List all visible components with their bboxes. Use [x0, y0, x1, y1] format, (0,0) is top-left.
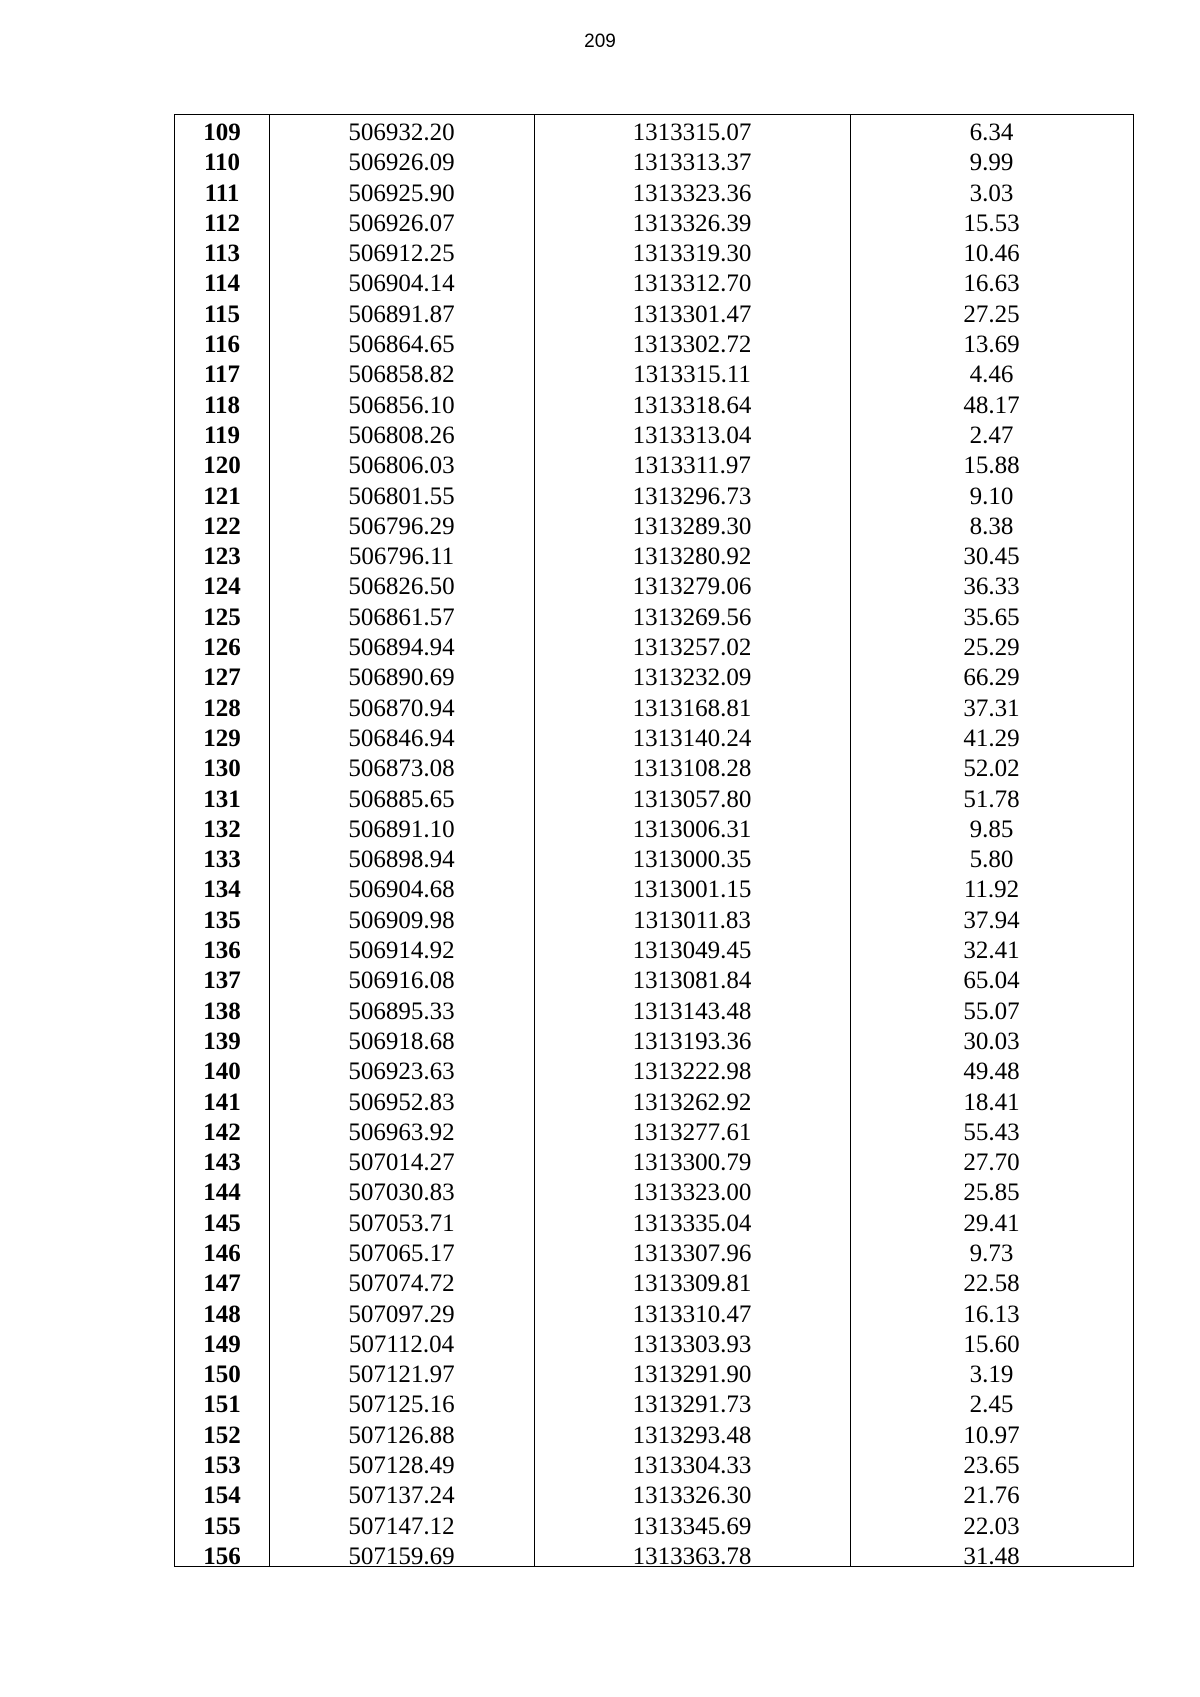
table-row — [175, 663, 1133, 693]
y-coordinate-cell: 1313313.37 — [632, 149, 752, 177]
table-row — [175, 1542, 1133, 1572]
table-row — [175, 1209, 1133, 1239]
table-row — [175, 603, 1133, 633]
distance-cell: 21.76 — [963, 1482, 1020, 1510]
point-number-cell: 114 — [203, 270, 241, 298]
table-row — [175, 391, 1133, 421]
table-row — [175, 209, 1133, 239]
table-row — [175, 1239, 1133, 1269]
x-coordinate-cell: 506801.55 — [348, 482, 455, 510]
x-coordinate-cell: 507137.24 — [348, 1482, 455, 1510]
point-number-cell: 115 — [203, 300, 241, 328]
distance-cell: 2.47 — [969, 421, 1014, 449]
table-row — [175, 1088, 1133, 1118]
table-row — [175, 1390, 1133, 1420]
table-row — [175, 1057, 1133, 1087]
x-coordinate-cell: 506909.98 — [348, 906, 455, 934]
coordinates-grid — [175, 118, 1133, 1572]
point-number-cell: 150 — [203, 1361, 241, 1389]
point-number-cell: 131 — [203, 785, 241, 813]
x-coordinate-cell: 506904.68 — [348, 876, 455, 904]
x-coordinate-cell: 506858.82 — [348, 361, 455, 389]
point-number-cell: 119 — [203, 421, 241, 449]
y-coordinate-cell: 1313108.28 — [632, 755, 752, 783]
point-number-cell: 143 — [203, 1149, 241, 1177]
distance-cell: 52.02 — [963, 755, 1020, 783]
y-coordinate-cell: 1313302.72 — [632, 331, 752, 359]
x-coordinate-cell: 506873.08 — [348, 755, 455, 783]
distance-cell: 10.97 — [963, 1421, 1020, 1449]
y-coordinate-cell: 1313323.36 — [632, 179, 752, 207]
distance-cell: 5.80 — [969, 846, 1014, 874]
y-coordinate-cell: 1313301.47 — [632, 300, 752, 328]
distance-cell: 15.60 — [963, 1330, 1020, 1358]
y-coordinate-cell: 1313363.78 — [632, 1542, 752, 1570]
point-number-cell: 134 — [203, 876, 241, 904]
distance-cell: 66.29 — [963, 664, 1020, 692]
distance-cell: 11.92 — [963, 876, 1020, 904]
y-coordinate-cell: 1313232.09 — [632, 664, 752, 692]
y-coordinate-cell: 1313326.39 — [632, 209, 752, 237]
y-coordinate-cell: 1313006.31 — [632, 815, 752, 843]
x-coordinate-cell: 506923.63 — [348, 1058, 455, 1086]
x-coordinate-cell: 506925.90 — [348, 179, 455, 207]
table-row — [175, 785, 1133, 815]
point-number-cell: 144 — [203, 1179, 241, 1207]
point-number-cell: 145 — [203, 1209, 241, 1237]
point-number-cell: 112 — [203, 209, 241, 237]
x-coordinate-cell: 507065.17 — [348, 1239, 455, 1267]
table-row — [175, 1148, 1133, 1178]
point-number-cell: 111 — [204, 179, 240, 207]
distance-cell: 22.58 — [963, 1270, 1020, 1298]
table-row — [175, 542, 1133, 572]
x-coordinate-cell: 506914.92 — [348, 937, 455, 965]
distance-cell: 27.70 — [963, 1149, 1020, 1177]
y-coordinate-cell: 1313168.81 — [632, 694, 752, 722]
y-coordinate-cell: 1313310.47 — [632, 1300, 752, 1328]
point-number-cell: 137 — [203, 967, 241, 995]
y-coordinate-cell: 1313000.35 — [632, 846, 752, 874]
point-number-cell: 156 — [203, 1542, 241, 1570]
point-number-cell: 117 — [203, 361, 241, 389]
point-number-cell: 140 — [203, 1058, 241, 1086]
distance-cell: 25.85 — [963, 1179, 1020, 1207]
table-row — [175, 906, 1133, 936]
x-coordinate-cell: 506918.68 — [348, 1027, 455, 1055]
distance-cell: 51.78 — [963, 785, 1020, 813]
y-coordinate-cell: 1313293.48 — [632, 1421, 752, 1449]
y-coordinate-cell: 1313193.36 — [632, 1027, 752, 1055]
table-row — [175, 1451, 1133, 1481]
y-coordinate-cell: 1313323.00 — [632, 1179, 752, 1207]
table-row — [175, 845, 1133, 875]
distance-cell: 15.88 — [963, 452, 1020, 480]
point-number-cell: 118 — [203, 391, 241, 419]
x-coordinate-cell: 507159.69 — [348, 1542, 455, 1570]
x-coordinate-cell: 507074.72 — [348, 1270, 455, 1298]
distance-cell: 15.53 — [963, 209, 1020, 237]
distance-cell: 48.17 — [963, 391, 1020, 419]
distance-cell: 55.43 — [963, 1118, 1020, 1146]
page-number: 209 — [584, 31, 616, 52]
y-coordinate-cell: 1313291.90 — [632, 1361, 752, 1389]
point-number-cell: 121 — [203, 482, 241, 510]
point-number-cell: 109 — [203, 119, 241, 146]
distance-cell: 3.19 — [969, 1361, 1014, 1389]
distance-cell: 16.13 — [963, 1300, 1020, 1328]
distance-cell: 16.63 — [963, 270, 1020, 298]
x-coordinate-cell: 506796.11 — [348, 543, 455, 571]
y-coordinate-cell: 1313309.81 — [632, 1270, 752, 1298]
table-row — [175, 572, 1133, 602]
point-number-cell: 135 — [203, 906, 241, 934]
distance-cell: 9.85 — [969, 815, 1014, 843]
point-number-cell: 133 — [203, 846, 241, 874]
table-row — [175, 482, 1133, 512]
x-coordinate-cell: 506916.08 — [348, 967, 455, 995]
table-row — [175, 179, 1133, 209]
y-coordinate-cell: 1313279.06 — [632, 573, 752, 601]
table-row — [175, 633, 1133, 663]
table-row — [175, 936, 1133, 966]
x-coordinate-cell: 506952.83 — [348, 1088, 455, 1116]
table-row — [175, 1178, 1133, 1208]
y-coordinate-cell: 1313307.96 — [632, 1239, 752, 1267]
x-coordinate-cell: 506912.25 — [348, 240, 455, 268]
distance-cell: 25.29 — [963, 634, 1020, 662]
x-coordinate-cell: 506870.94 — [348, 694, 455, 722]
y-coordinate-cell: 1313001.15 — [632, 876, 752, 904]
distance-cell: 49.48 — [963, 1058, 1020, 1086]
y-coordinate-cell: 1313315.07 — [632, 119, 752, 146]
table-row — [175, 1360, 1133, 1390]
distance-cell: 2.45 — [969, 1391, 1014, 1419]
x-coordinate-cell: 506856.10 — [348, 391, 455, 419]
table-row — [175, 360, 1133, 390]
table-row — [175, 997, 1133, 1027]
y-coordinate-cell: 1313335.04 — [632, 1209, 752, 1237]
distance-cell: 8.38 — [969, 512, 1014, 540]
x-coordinate-cell: 506808.26 — [348, 421, 455, 449]
y-coordinate-cell: 1313222.98 — [632, 1058, 752, 1086]
x-coordinate-cell: 506826.50 — [348, 573, 455, 601]
x-coordinate-cell: 507053.71 — [348, 1209, 455, 1237]
x-coordinate-cell: 507126.88 — [348, 1421, 455, 1449]
point-number-cell: 128 — [203, 694, 241, 722]
table-row — [175, 875, 1133, 905]
y-coordinate-cell: 1313057.80 — [632, 785, 752, 813]
table-row — [175, 148, 1133, 178]
distance-cell: 13.69 — [963, 331, 1020, 359]
distance-cell: 27.25 — [963, 300, 1020, 328]
table-row — [175, 330, 1133, 360]
y-coordinate-cell: 1313315.11 — [633, 361, 751, 389]
point-number-cell: 147 — [203, 1270, 241, 1298]
point-number-cell: 154 — [203, 1482, 241, 1510]
y-coordinate-cell: 1313081.84 — [632, 967, 752, 995]
distance-cell: 37.94 — [963, 906, 1020, 934]
y-coordinate-cell: 1313345.69 — [632, 1512, 752, 1540]
x-coordinate-cell: 506890.69 — [348, 664, 455, 692]
y-coordinate-cell: 1313140.24 — [632, 724, 752, 752]
point-number-cell: 136 — [203, 937, 241, 965]
table-row — [175, 815, 1133, 845]
point-number-cell: 123 — [203, 543, 241, 571]
table-row — [175, 1421, 1133, 1451]
x-coordinate-cell: 506864.65 — [348, 331, 455, 359]
y-coordinate-cell: 1313303.93 — [632, 1330, 752, 1358]
y-coordinate-cell: 1313011.83 — [633, 906, 751, 934]
coordinates-table — [174, 114, 1134, 1570]
x-coordinate-cell: 506806.03 — [348, 452, 455, 480]
point-number-cell: 126 — [203, 634, 241, 662]
x-coordinate-cell: 506904.14 — [348, 270, 455, 298]
table-row — [175, 269, 1133, 299]
distance-cell: 32.41 — [963, 937, 1020, 965]
x-coordinate-cell: 506926.07 — [348, 209, 455, 237]
point-number-cell: 132 — [203, 815, 241, 843]
table-body — [175, 118, 1133, 1572]
x-coordinate-cell: 506932.20 — [348, 119, 455, 146]
point-number-cell: 139 — [203, 1027, 241, 1055]
table-row — [175, 118, 1133, 148]
y-coordinate-cell: 1313257.02 — [632, 634, 752, 662]
x-coordinate-cell: 507112.04 — [348, 1330, 455, 1358]
x-coordinate-cell: 506846.94 — [348, 724, 455, 752]
x-coordinate-cell: 506898.94 — [348, 846, 455, 874]
x-coordinate-cell: 507128.49 — [348, 1452, 455, 1480]
distance-cell: 3.03 — [969, 179, 1014, 207]
x-coordinate-cell: 507030.83 — [348, 1179, 455, 1207]
point-number-cell: 148 — [203, 1300, 241, 1328]
table-row — [175, 694, 1133, 724]
point-number-cell: 120 — [203, 452, 241, 480]
distance-cell: 22.03 — [963, 1512, 1020, 1540]
y-coordinate-cell: 1313319.30 — [632, 240, 752, 268]
point-number-cell: 127 — [203, 664, 241, 692]
distance-cell: 35.65 — [963, 603, 1020, 631]
point-number-cell: 129 — [203, 724, 241, 752]
x-coordinate-cell: 506796.29 — [348, 512, 455, 540]
point-number-cell: 151 — [203, 1391, 241, 1419]
point-number-cell: 110 — [203, 149, 241, 177]
y-coordinate-cell: 1313143.48 — [632, 997, 752, 1025]
table-row — [175, 1269, 1133, 1299]
table-row — [175, 300, 1133, 330]
y-coordinate-cell: 1313280.92 — [632, 543, 752, 571]
point-number-cell: 153 — [203, 1452, 241, 1480]
point-number-cell: 141 — [203, 1088, 241, 1116]
table-row — [175, 451, 1133, 481]
x-coordinate-cell: 506963.92 — [348, 1118, 455, 1146]
table-row — [175, 1118, 1133, 1148]
x-coordinate-cell: 506894.94 — [348, 634, 455, 662]
table-row — [175, 239, 1133, 269]
table-row — [175, 966, 1133, 996]
y-coordinate-cell: 1313312.70 — [632, 270, 752, 298]
table-row — [175, 724, 1133, 754]
y-coordinate-cell: 1313318.64 — [632, 391, 752, 419]
point-number-cell: 113 — [203, 240, 241, 268]
x-coordinate-cell: 506891.10 — [348, 815, 455, 843]
distance-cell: 4.46 — [969, 361, 1014, 389]
y-coordinate-cell: 1313262.92 — [632, 1088, 752, 1116]
x-coordinate-cell: 506926.09 — [348, 149, 455, 177]
table-row — [175, 512, 1133, 542]
point-number-cell: 130 — [203, 755, 241, 783]
y-coordinate-cell: 1313326.30 — [632, 1482, 752, 1510]
y-coordinate-cell: 1313304.33 — [632, 1452, 752, 1480]
distance-cell: 36.33 — [963, 573, 1020, 601]
distance-cell: 29.41 — [963, 1209, 1020, 1237]
point-number-cell: 142 — [203, 1118, 241, 1146]
point-number-cell: 146 — [203, 1239, 241, 1267]
table-row — [175, 1300, 1133, 1330]
y-coordinate-cell: 1313277.61 — [632, 1118, 752, 1146]
distance-cell: 31.48 — [963, 1542, 1020, 1570]
distance-cell: 30.45 — [963, 543, 1020, 571]
y-coordinate-cell: 1313313.04 — [632, 421, 752, 449]
table-row — [175, 1330, 1133, 1360]
x-coordinate-cell: 506885.65 — [348, 785, 455, 813]
distance-cell: 6.34 — [969, 119, 1014, 146]
table-row — [175, 421, 1133, 451]
x-coordinate-cell: 506895.33 — [348, 997, 455, 1025]
table-row — [175, 1481, 1133, 1511]
point-number-cell: 152 — [203, 1421, 241, 1449]
distance-cell: 9.73 — [969, 1239, 1014, 1267]
y-coordinate-cell: 1313296.73 — [632, 482, 752, 510]
distance-cell: 55.07 — [963, 997, 1020, 1025]
distance-cell: 9.10 — [969, 482, 1014, 510]
y-coordinate-cell: 1313311.97 — [633, 452, 751, 480]
point-number-cell: 149 — [203, 1330, 241, 1358]
y-coordinate-cell: 1313300.79 — [632, 1149, 752, 1177]
point-number-cell: 116 — [203, 331, 241, 359]
point-number-cell: 125 — [203, 603, 241, 631]
y-coordinate-cell: 1313291.73 — [632, 1391, 752, 1419]
distance-cell: 30.03 — [963, 1027, 1020, 1055]
y-coordinate-cell: 1313269.56 — [632, 603, 752, 631]
point-number-cell: 124 — [203, 573, 241, 601]
distance-cell: 10.46 — [963, 240, 1020, 268]
distance-cell: 9.99 — [969, 149, 1014, 177]
table-row — [175, 1512, 1133, 1542]
x-coordinate-cell: 506861.57 — [348, 603, 455, 631]
table-row — [175, 1027, 1133, 1057]
table-row — [175, 754, 1133, 784]
y-coordinate-cell: 1313289.30 — [632, 512, 752, 540]
distance-cell: 37.31 — [963, 694, 1020, 722]
x-coordinate-cell: 507125.16 — [348, 1391, 455, 1419]
distance-cell: 65.04 — [963, 967, 1020, 995]
x-coordinate-cell: 506891.87 — [348, 300, 455, 328]
x-coordinate-cell: 507121.97 — [348, 1361, 455, 1389]
point-number-cell: 138 — [203, 997, 241, 1025]
distance-cell: 18.41 — [963, 1088, 1020, 1116]
x-coordinate-cell: 507147.12 — [348, 1512, 455, 1540]
distance-cell: 41.29 — [963, 724, 1020, 752]
x-coordinate-cell: 507097.29 — [348, 1300, 455, 1328]
point-number-cell: 122 — [203, 512, 241, 540]
x-coordinate-cell: 507014.27 — [348, 1149, 455, 1177]
distance-cell: 23.65 — [963, 1452, 1020, 1480]
y-coordinate-cell: 1313049.45 — [632, 937, 752, 965]
point-number-cell: 155 — [203, 1512, 241, 1540]
